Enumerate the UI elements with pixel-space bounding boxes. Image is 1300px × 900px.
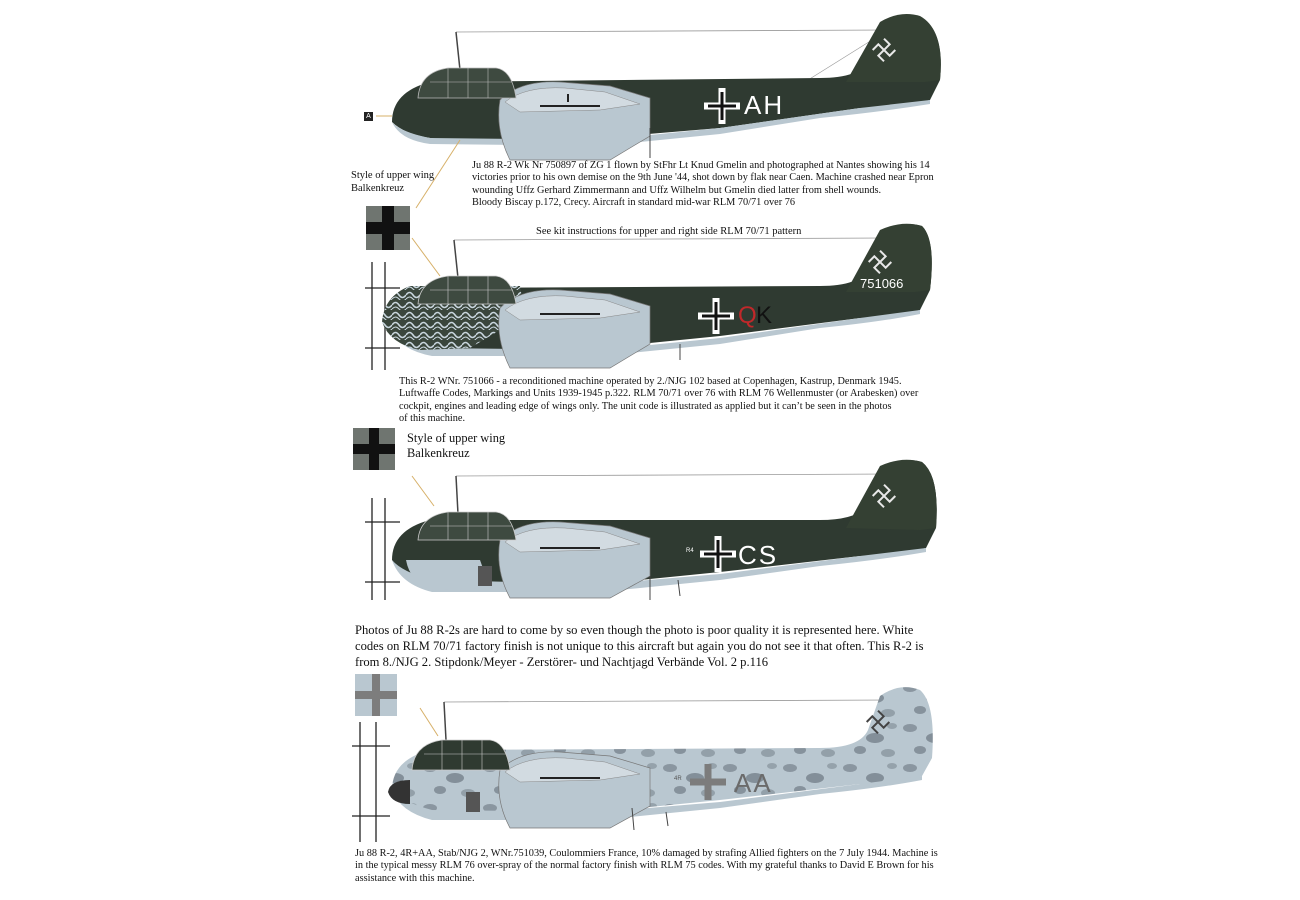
- balkenkreuz-upper-3: [355, 674, 397, 716]
- caption-profile-1: Ju 88 R-2 Wk Nr 750897 of ZG 1 flown by StFhr Lt Knud Gmelin and photographed at Nantes showing his 14 victories prior to his own demise on the 9th June '44, shot down by flak near Caen. Machine crashed near Epron wounding Uffz Gerhard Zimmermann and Uffz Wilhelm but Gmelin died latter from shell wounds. Bloody Biscay p.172, Crecy. Aircraft in standard mid-war RLM 70/71 over 76: [472, 160, 934, 208]
- small-code-r4: R4: [686, 548, 694, 554]
- caption-profile-2: This R-2 WNr. 751066 - a reconditioned machine operated by 2./NJG 102 based at Copenhagen, Kastrup, Denmark 1945. Luftwaffe Codes, Markings and Units 1939-1945 p.322. RLM 70/71 over 76 with RLM 76 Wellenmuster (or Arabesken) over cockpit, engines and leading edge of wings only. The unit code is illustrated as applied but it can’t be seen in the photos of this machine.: [399, 376, 919, 424]
- style-label-1: Style of upper wing Balkenkreuz: [351, 170, 435, 194]
- kit-instructions-note: See kit instructions for upper and right side RLM 70/71 pattern: [536, 226, 802, 237]
- small-code-4r: 4R: [674, 776, 682, 782]
- style-label-2: Style of upper wing Balkenkreuz: [407, 431, 506, 460]
- caption-profile-3: Photos of Ju 88 R-2s are hard to come by so even though the photo is poor quality it is represented here. White codes on RLM 70/71 factory finish is not unique to this aircraft but again you do not see it that often. This R-2 is from 8./NJG 2. Stipdonk/Meyer - Zerstörer- und Nachtjagd Verbände Vol. 2 p.116: [355, 623, 924, 669]
- caption-profile-4: Ju 88 R-2, 4R+AA, Stab/NJG 2, WNr.751039, Coulommiers France, 10% damaged by strafing Allied fighters on the 7 July 1944. Machine is in the typical messy RLM 76 over-spray of the normal factory finish with RLM 75 codes. With my grateful thanks to David E Brown for his assistance with this machine.: [355, 848, 938, 884]
- fuselage-code-q: Q: [738, 302, 757, 329]
- aircraft-profile-3: [365, 460, 937, 600]
- fuselage-code-cs: CS: [738, 540, 779, 570]
- balkenkreuz-upper-1: [366, 206, 410, 250]
- aircraft-profile-4: [352, 687, 933, 842]
- aircraft-profile-2: [365, 224, 932, 370]
- tail-number: 751066: [860, 276, 904, 291]
- balkenkreuz-upper-2: [353, 428, 395, 470]
- profile-tag: A: [364, 112, 373, 121]
- fuselage-code-aa: AA: [734, 768, 773, 798]
- fuselage-code-ah: AH: [744, 90, 785, 120]
- fuselage-code-k: K: [756, 302, 773, 329]
